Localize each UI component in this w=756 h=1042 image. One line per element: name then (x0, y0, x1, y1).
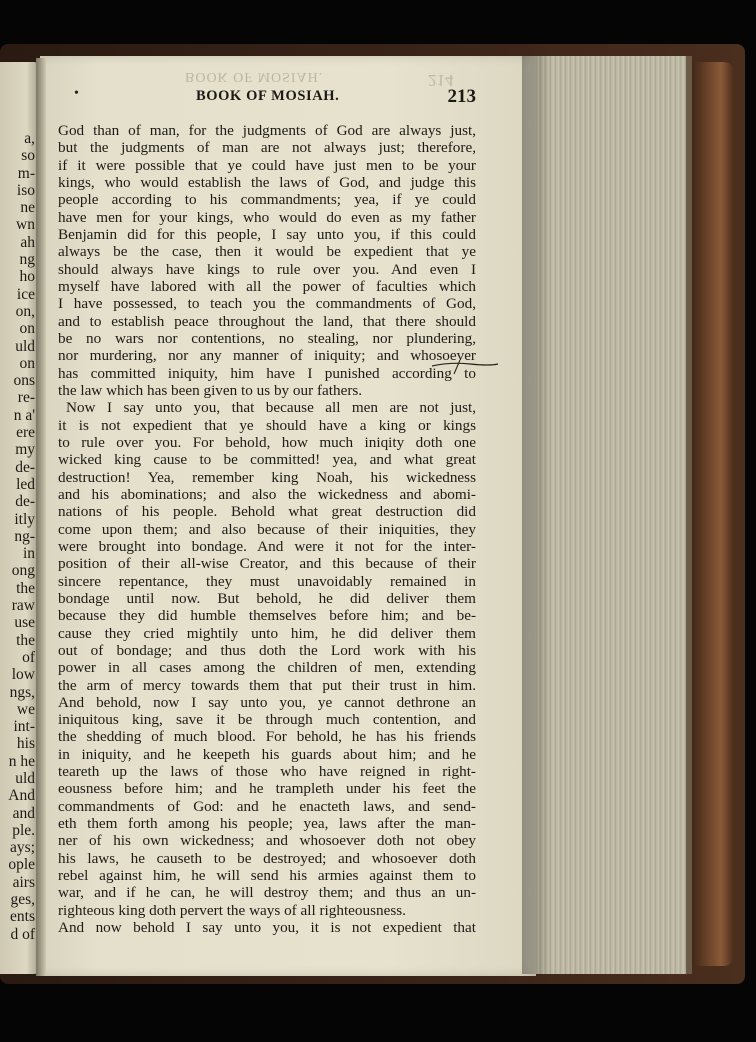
page-header (58, 86, 476, 108)
text-line: And now behold I say unto you, it is not expedient that (58, 919, 476, 937)
left-page-fragment: de- (15, 493, 35, 511)
left-page-fragment: uld (15, 337, 35, 355)
left-page-fragment: use (14, 614, 35, 632)
text-line: position of their all-wise Creator, and this because of their (58, 555, 476, 573)
text-line: be no wars nor contentions, no stealing, nor plundering, (58, 329, 476, 347)
left-page-fragment: ng- (14, 527, 35, 545)
left-page-fragment: ere (16, 424, 35, 442)
text-line: eth them forth among his people; yea, laws after the man- (58, 815, 476, 833)
text-line: I have possessed, to teach you the commandments of God, (58, 295, 476, 313)
left-page-fragment: and (12, 804, 35, 822)
left-page-fragment: raw (11, 597, 35, 615)
text-line: has committed iniquity, him have I punished according to (58, 364, 476, 382)
left-page-fragment: itly (14, 510, 35, 528)
left-page-fragment: ays; (10, 839, 35, 857)
left-page-fragment: ice (16, 285, 35, 303)
left-page-text-fragments (8, 130, 35, 943)
left-page-fragment: ne (20, 199, 35, 217)
left-page-fragment: ah (20, 233, 35, 251)
left-page-fragment: ple. (12, 821, 35, 839)
text-line: but the judgments of man are not always just; therefore, (58, 139, 476, 157)
text-line: and his abominations; and also the wickedness and abomi- (58, 485, 476, 503)
left-page-fragment: of (22, 648, 35, 666)
text-line: sincere repentance, they must unavoidably remained in (58, 572, 476, 590)
text-line: to rule over you. For behold, how much iniqity doth one (58, 433, 476, 451)
running-head: BOOK OF MOSIAH. (196, 88, 340, 104)
left-page-fragment: ges, (10, 891, 35, 909)
text-line: were brought into bondage. And were it not for the inter- (58, 537, 476, 555)
bleed-through-page-number: 214 (428, 71, 454, 90)
left-page-fragment: in (22, 545, 35, 563)
text-line: wicked king cause to be committed! yea, and what great (58, 451, 476, 469)
text-line: nor murdering, nor any manner of iniquity; and whosoever (58, 347, 476, 365)
text-line: iniquitous king, save it be through much contention, and (58, 711, 476, 729)
text-line: the law which has been given to us by our fathers. (58, 381, 363, 399)
text-line: destruction! Yea, remember king Noah, his wickedness (58, 468, 476, 486)
text-line: should always have kings to rule over you. And even I (58, 260, 476, 278)
text-line: eousness before him; and he trampleth under his feet the (58, 780, 476, 798)
text-line: and to establish peace throughout the land, that there should (58, 312, 476, 330)
text-line: it is not expedient that ye should have a king or kings (58, 416, 476, 434)
left-page-fragment: And (8, 787, 35, 805)
text-line: people according to his commandments; yea, if ye could (58, 191, 476, 209)
left-page-fragment: m- (17, 164, 35, 182)
left-page-fragment: int- (13, 718, 35, 736)
left-page-fragment: ople (8, 856, 35, 874)
edge-shadow (522, 56, 552, 974)
left-page-fragment: ng (19, 251, 35, 269)
text-line: because they did humble themselves before him; and be- (58, 607, 476, 625)
text-line: And behold, now I say unto you, ye cannot dethrone an (58, 693, 476, 711)
text-line: myself have labored with all the power of faculties which (58, 277, 476, 295)
left-page-fragment: low (11, 666, 35, 684)
header-bullet: • (74, 86, 79, 101)
left-page-fragment: on (19, 354, 35, 372)
left-page-fragment: ho (19, 268, 35, 286)
left-page-fragment: d of (10, 925, 35, 943)
body-text (58, 122, 476, 936)
text-line: Now I say unto you, that because all men are not just, (66, 399, 476, 417)
text-line: teareth up the laws of those who have reigned in right- (58, 763, 476, 781)
text-line: nations of his people. Behold what great destruction did (58, 503, 476, 521)
left-page-fragment: re- (17, 389, 35, 407)
left-page-fragment: so (21, 147, 35, 165)
text-line: kings, who would establish the laws of God, and judge this (58, 173, 476, 191)
text-line: power in all cases among the children of men, extending (58, 659, 476, 677)
text-line: if it were possible that ye could have just men to be your (58, 156, 476, 174)
left-page-fragment: iso (16, 181, 35, 199)
page-gutter (36, 58, 46, 976)
left-page-fragment: ong (11, 562, 35, 580)
left-page (0, 62, 38, 974)
text-line: in iniquity, and he keepeth his guards about him; and he (58, 745, 476, 763)
bleed-through-running-head: BOOK OF MOSIAH. (185, 69, 324, 84)
text-line: Benjamin did for this people, I say unto you, if this could (58, 225, 476, 243)
text-line: bondage until now. But behold, he did deliver them (58, 589, 476, 607)
text-line: have men for your kings, who would do even as my father (58, 208, 476, 226)
text-line: the shedding of much blood. For behold, he has his friends (58, 728, 476, 746)
text-line: cause they cried mightily unto him, he did deliver them (58, 624, 476, 642)
left-page-fragment: de- (15, 458, 35, 476)
text-line: rebel against him, he will send his armies against them to (58, 867, 476, 885)
text-line: out of bondage; and thus doth the Lord work with his (58, 641, 476, 659)
left-page-fragment: wn (16, 216, 35, 234)
book-back-cover-edge (690, 62, 734, 966)
text-line: the arm of mercy towards them that put their trust in him. (58, 676, 476, 694)
text-line: war, and if he can, he will destroy them; and thus an un- (58, 884, 476, 902)
left-page-fragment: a, (24, 130, 35, 147)
left-page-fragment: the (16, 631, 35, 649)
text-line: his laws, he causeth to be destroyed; and whosoever doth (58, 849, 476, 867)
left-page-fragment: the (16, 579, 35, 597)
text-line: always be the case, then it would be expedient that ye (58, 243, 476, 261)
left-page-fragment: ons (13, 372, 35, 390)
left-page-fragment: on (19, 320, 35, 338)
text-line: ner of his own wickedness; and whosoever doth not obey (58, 832, 476, 850)
left-page-fragment: his (16, 735, 35, 753)
left-page-fragment: n a' (13, 406, 35, 424)
page-number: 213 (447, 86, 476, 107)
text-line: commandments of God: and he enacteth laws, and send- (58, 797, 476, 815)
left-page-fragment: led (16, 475, 35, 493)
left-page-fragment: ents (10, 908, 35, 926)
left-page-fragment: ngs, (9, 683, 35, 701)
text-line: righteous king doth pervert the ways of all righteousness. (58, 901, 406, 919)
left-page-fragment: we (16, 700, 35, 718)
pen-mark (430, 348, 500, 378)
left-page-fragment: uld (15, 769, 35, 787)
left-page-fragment: my (15, 441, 35, 459)
text-line: come upon them; and also because of their iniquities, they (58, 520, 476, 538)
left-page-fragment: n he (8, 752, 35, 770)
text-line: God than of man, for the judgments of God are always just, (58, 122, 476, 139)
left-page-fragment: on, (15, 302, 35, 320)
left-page-fragment: airs (12, 873, 35, 891)
